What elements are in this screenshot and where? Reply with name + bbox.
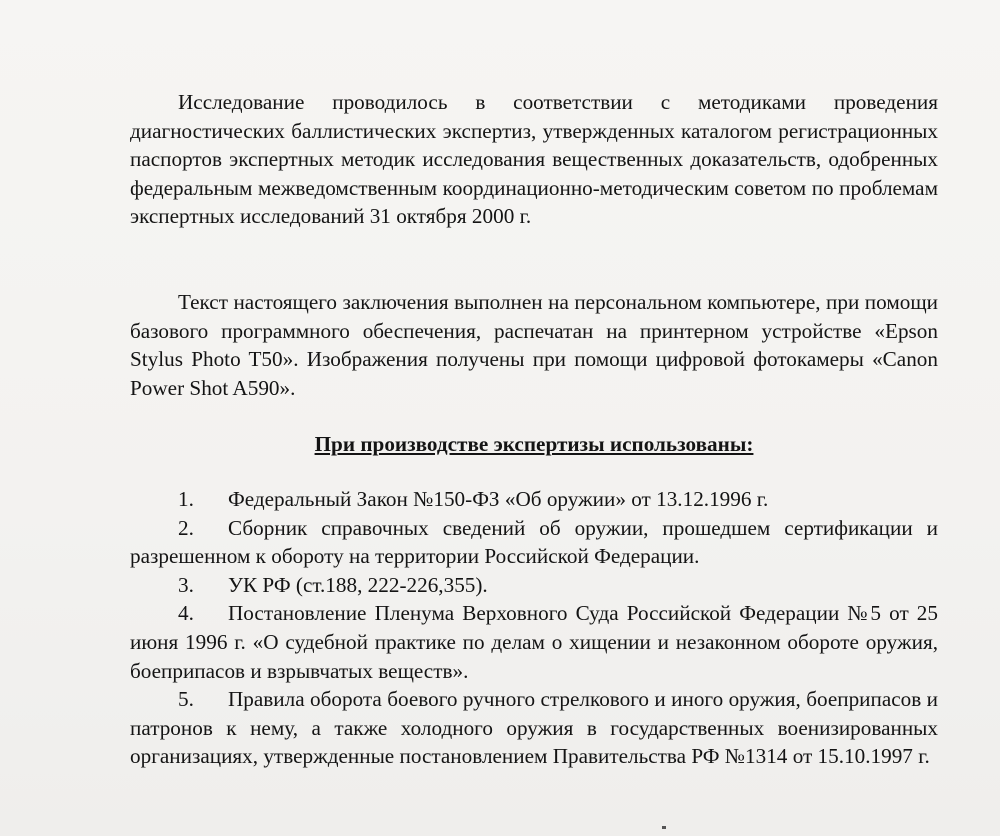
list-item — [130, 685, 938, 771]
paragraph-equipment: Текст настоящего заключения выполнен на персональном компьютере, при помощи базового программного обеспечения, распечатан на принтерном устройстве «Epson Stylus Photo T50». Изображения получены при помощи цифровой фотокамеры «Canon Power Shot A590». — [130, 290, 938, 400]
page-mark — [662, 826, 666, 829]
list-item-text: Федеральный Закон №150-ФЗ «Об оружии» от 13.12.1996 г. — [228, 487, 769, 511]
list-item-number: 3. — [178, 572, 194, 597]
list-item — [130, 514, 938, 571]
list-item — [130, 571, 938, 600]
sources-list — [130, 485, 938, 771]
list-item-number: 4. — [178, 601, 194, 626]
list-item-number: 5. — [178, 687, 194, 712]
list-item-text: Постановление Пленума Верховного Суда Российской Федерации №5 от 25 июня 1996 г. «О судебной практике по делам о хищении и незаконном обороте оружия, боеприпасов и взрывчатых веществ». — [130, 601, 938, 683]
list-item — [130, 485, 938, 514]
section-heading: При производстве экспертизы использованы: — [314, 432, 754, 456]
list-item-number: 2. — [178, 515, 194, 540]
list-item-text: Сборник справочных сведений об оружии, прошедшем сертификации и разрешенном к обороту на территории Российской Федерации. — [130, 515, 938, 569]
list-item-text: УК РФ (ст.188, 222-226,355). — [228, 572, 488, 597]
list-item-text: Правила оборота боевого ручного стрелкового и иного оружия, боеприпасов и патронов к нему, а также холодного оружия в государственных военизированных организациях, утвержденные постановлением Правительства РФ №1314 от 15.10.1997 г. — [130, 687, 938, 769]
list-item-number: 1. — [178, 487, 194, 511]
list-item — [130, 599, 938, 685]
paragraph-methods: Исследование проводилось в соответствии с методиками проведения диагностических баллистических экспертиз, утвержденных каталогом регистрационных паспортов экспертных методик исследования вещественных доказательств, одобренных федеральным межведомственным координационно-методическим советом по проблемам экспертных исследований 31 октября 2000 г. — [130, 90, 938, 229]
